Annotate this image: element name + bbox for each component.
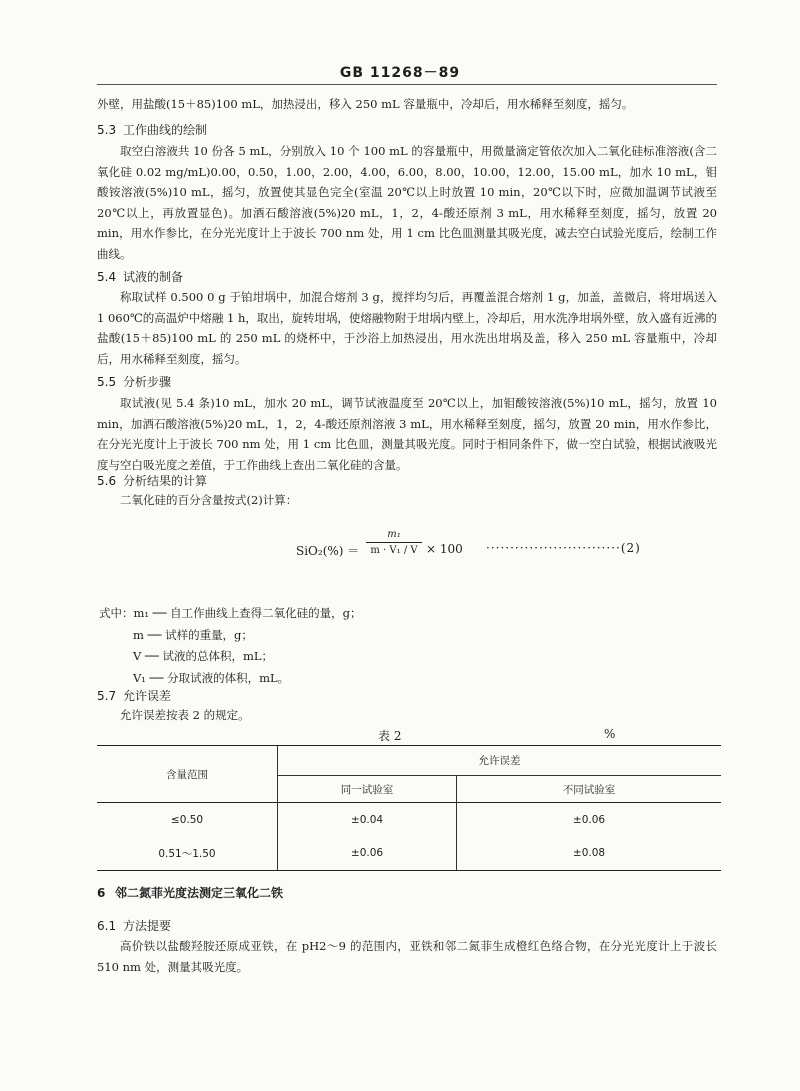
variable-definition: V ── 试液的总体积，mL； bbox=[133, 649, 274, 663]
paragraph-5-5: 取试液(见 5.4 条)10 mL，加水 20 mL，调节试液温度至 20℃以上，加钼酸铵溶液(5%)10 mL，摇匀，放置 10 min，加酒石酸溶液(5%)20 mL，1，2，4-酸还原剂溶液 3 mL，用水稀释至刻度，摇匀，放置 20 min，用水作参比，在分光光度计上于波长 700 nm 处，用 1 cm 比色皿，测量其吸光度。同时于相同条件下，做一空白试验，根据试液吸光度与空白吸光度之差值，于工作曲线上查出二氧化硅的含量。 bbox=[97, 396, 717, 472]
variable-definition: m ── 试样的重量，g； bbox=[133, 627, 253, 642]
section-6-heading bbox=[97, 884, 283, 902]
section-number: 5.5 bbox=[97, 375, 117, 389]
section-number: 6 bbox=[97, 886, 106, 900]
equation-number: (2) bbox=[620, 541, 641, 555]
variable-definition: 式中：m₁ ── 自工作曲线上查得二氧化硅的量，g； bbox=[99, 606, 362, 620]
table-row bbox=[97, 837, 721, 871]
range-cell: ≤0.50 bbox=[97, 803, 278, 837]
section-number: 5.3 bbox=[97, 123, 117, 137]
paragraph-5-6: 二氧化硅的百分含量按式(2)计算： bbox=[120, 493, 298, 507]
section-number: 5.4 bbox=[97, 270, 117, 284]
section-title: 方法提要 bbox=[123, 919, 172, 933]
section-title: 分析步骤 bbox=[123, 375, 172, 389]
section-title: 试液的制备 bbox=[123, 270, 184, 284]
paragraph-5-7: 允许误差按表 2 的规定。 bbox=[120, 708, 250, 722]
range-cell: 0.51～1.50 bbox=[97, 837, 278, 871]
paragraph-5-4: 称取试样 0.500 0 g 于铂坩埚中，加混合熔剂 3 g，搅拌均匀后，再覆盖混合熔剂 1 g，加盖，盖微启，将坩埚送入 1 060℃的高温炉中熔融 1 h，取出，旋转坩埚，使熔融物附于坩埚内壁上，冷却后，用水洗净坩埚外壁，放入盛有近沸的盐酸(15＋85)100 mL 的 250 mL 的烧杯中，于沙浴上加热浸出，用水洗出坩埚及盖，移入 250 mL 容量瓶中，冷却后，用水稀释至刻度，摇匀。 bbox=[97, 290, 717, 366]
table-title: 表 2 bbox=[378, 729, 402, 743]
formula-numerator: m₁ bbox=[387, 529, 401, 540]
formula-multiplier: × 100 bbox=[426, 542, 463, 556]
section-title: 工作曲线的绘制 bbox=[123, 123, 208, 137]
section-number: 5.6 bbox=[97, 474, 117, 488]
same-lab-cell: ±0.04 bbox=[278, 803, 457, 837]
section-5-6-heading bbox=[97, 472, 207, 490]
section-5-7-heading bbox=[97, 687, 171, 705]
different-lab-cell: ±0.08 bbox=[457, 837, 722, 871]
section-5-4-heading bbox=[97, 268, 183, 286]
column-header-same-lab: 同一试验室 bbox=[278, 776, 457, 803]
section-title: 邻二氮菲光度法测定三氧化二铁 bbox=[115, 886, 284, 900]
column-header-tolerance: 允许误差 bbox=[278, 746, 722, 776]
formula-denominator: m · V₁ / V bbox=[370, 545, 418, 556]
fraction-bar bbox=[366, 542, 422, 543]
formula-lhs: SiO₂(%) ＝ bbox=[296, 544, 360, 558]
column-header-range: 含量范围 bbox=[97, 746, 278, 803]
section-title: 分析结果的计算 bbox=[123, 474, 208, 488]
section-5-5-heading bbox=[97, 373, 171, 391]
section-6-1-heading bbox=[97, 917, 171, 935]
column-header-different-lab: 不同试验室 bbox=[457, 776, 722, 803]
section-number: 6.1 bbox=[97, 919, 117, 933]
paragraph-6-1: 高价铁以盐酸羟胺还原成亚铁，在 pH2～9 的范围内，亚铁和邻二氮菲生成橙红色络合物，在分光光度计上于波长 510 nm 处，测量其吸光度。 bbox=[97, 939, 717, 974]
section-5-3-heading bbox=[97, 121, 207, 139]
variable-definitions bbox=[99, 603, 362, 689]
paragraph-continuation: 外壁，用盐酸(15＋85)100 mL，加热浸出，移入 250 mL 容量瓶中，冷却后，用水稀释至刻度，摇匀。 bbox=[97, 97, 634, 111]
table-row bbox=[97, 803, 721, 837]
section-number: 5.7 bbox=[97, 689, 117, 703]
different-lab-cell: ±0.06 bbox=[572, 813, 606, 826]
variable-definition: V₁ ── 分取试液的体积，mL。 bbox=[133, 670, 290, 685]
formula-leader-and-number: ····························(2) bbox=[486, 541, 641, 555]
section-title: 允许误差 bbox=[123, 689, 172, 703]
formula-fraction bbox=[366, 529, 422, 556]
standard-number: GB 11268－89 bbox=[339, 65, 461, 81]
paragraph-5-3: 取空白溶液共 10 份各 5 mL，分别放入 10 个 100 mL 的容量瓶中，用微量滴定管依次加入二氧化硅标准溶液(含二氧化硅 0.02 mg/mL)0.00，0.50，1.00，2.00，4.00，6.00，8.00，10.00，12.00，15.00 mL，加水 10 mL，钼酸铵溶液(5%)10 mL，摇匀，放置使其显色完全(室温 20℃以上时放置 10 min，20℃以下时，应微加温调节试液至 20℃以上，再放置显色)。加酒石酸溶液(5%)20 mL，1，2，4-酸还原剂 3 mL，用水稀释至刻度，摇匀，放置 20 min，用水作参比，在分光光度计上于波长 700 nm 处，用 1 cm 比色皿测量其吸光度，减去空白试验光度后，绘制工作曲线。 bbox=[97, 144, 717, 261]
table-unit: % bbox=[604, 727, 616, 741]
formula-2 bbox=[296, 529, 656, 579]
same-lab-cell: ±0.06 bbox=[278, 837, 457, 871]
header-rule bbox=[97, 84, 717, 85]
tolerance-table bbox=[97, 745, 721, 871]
